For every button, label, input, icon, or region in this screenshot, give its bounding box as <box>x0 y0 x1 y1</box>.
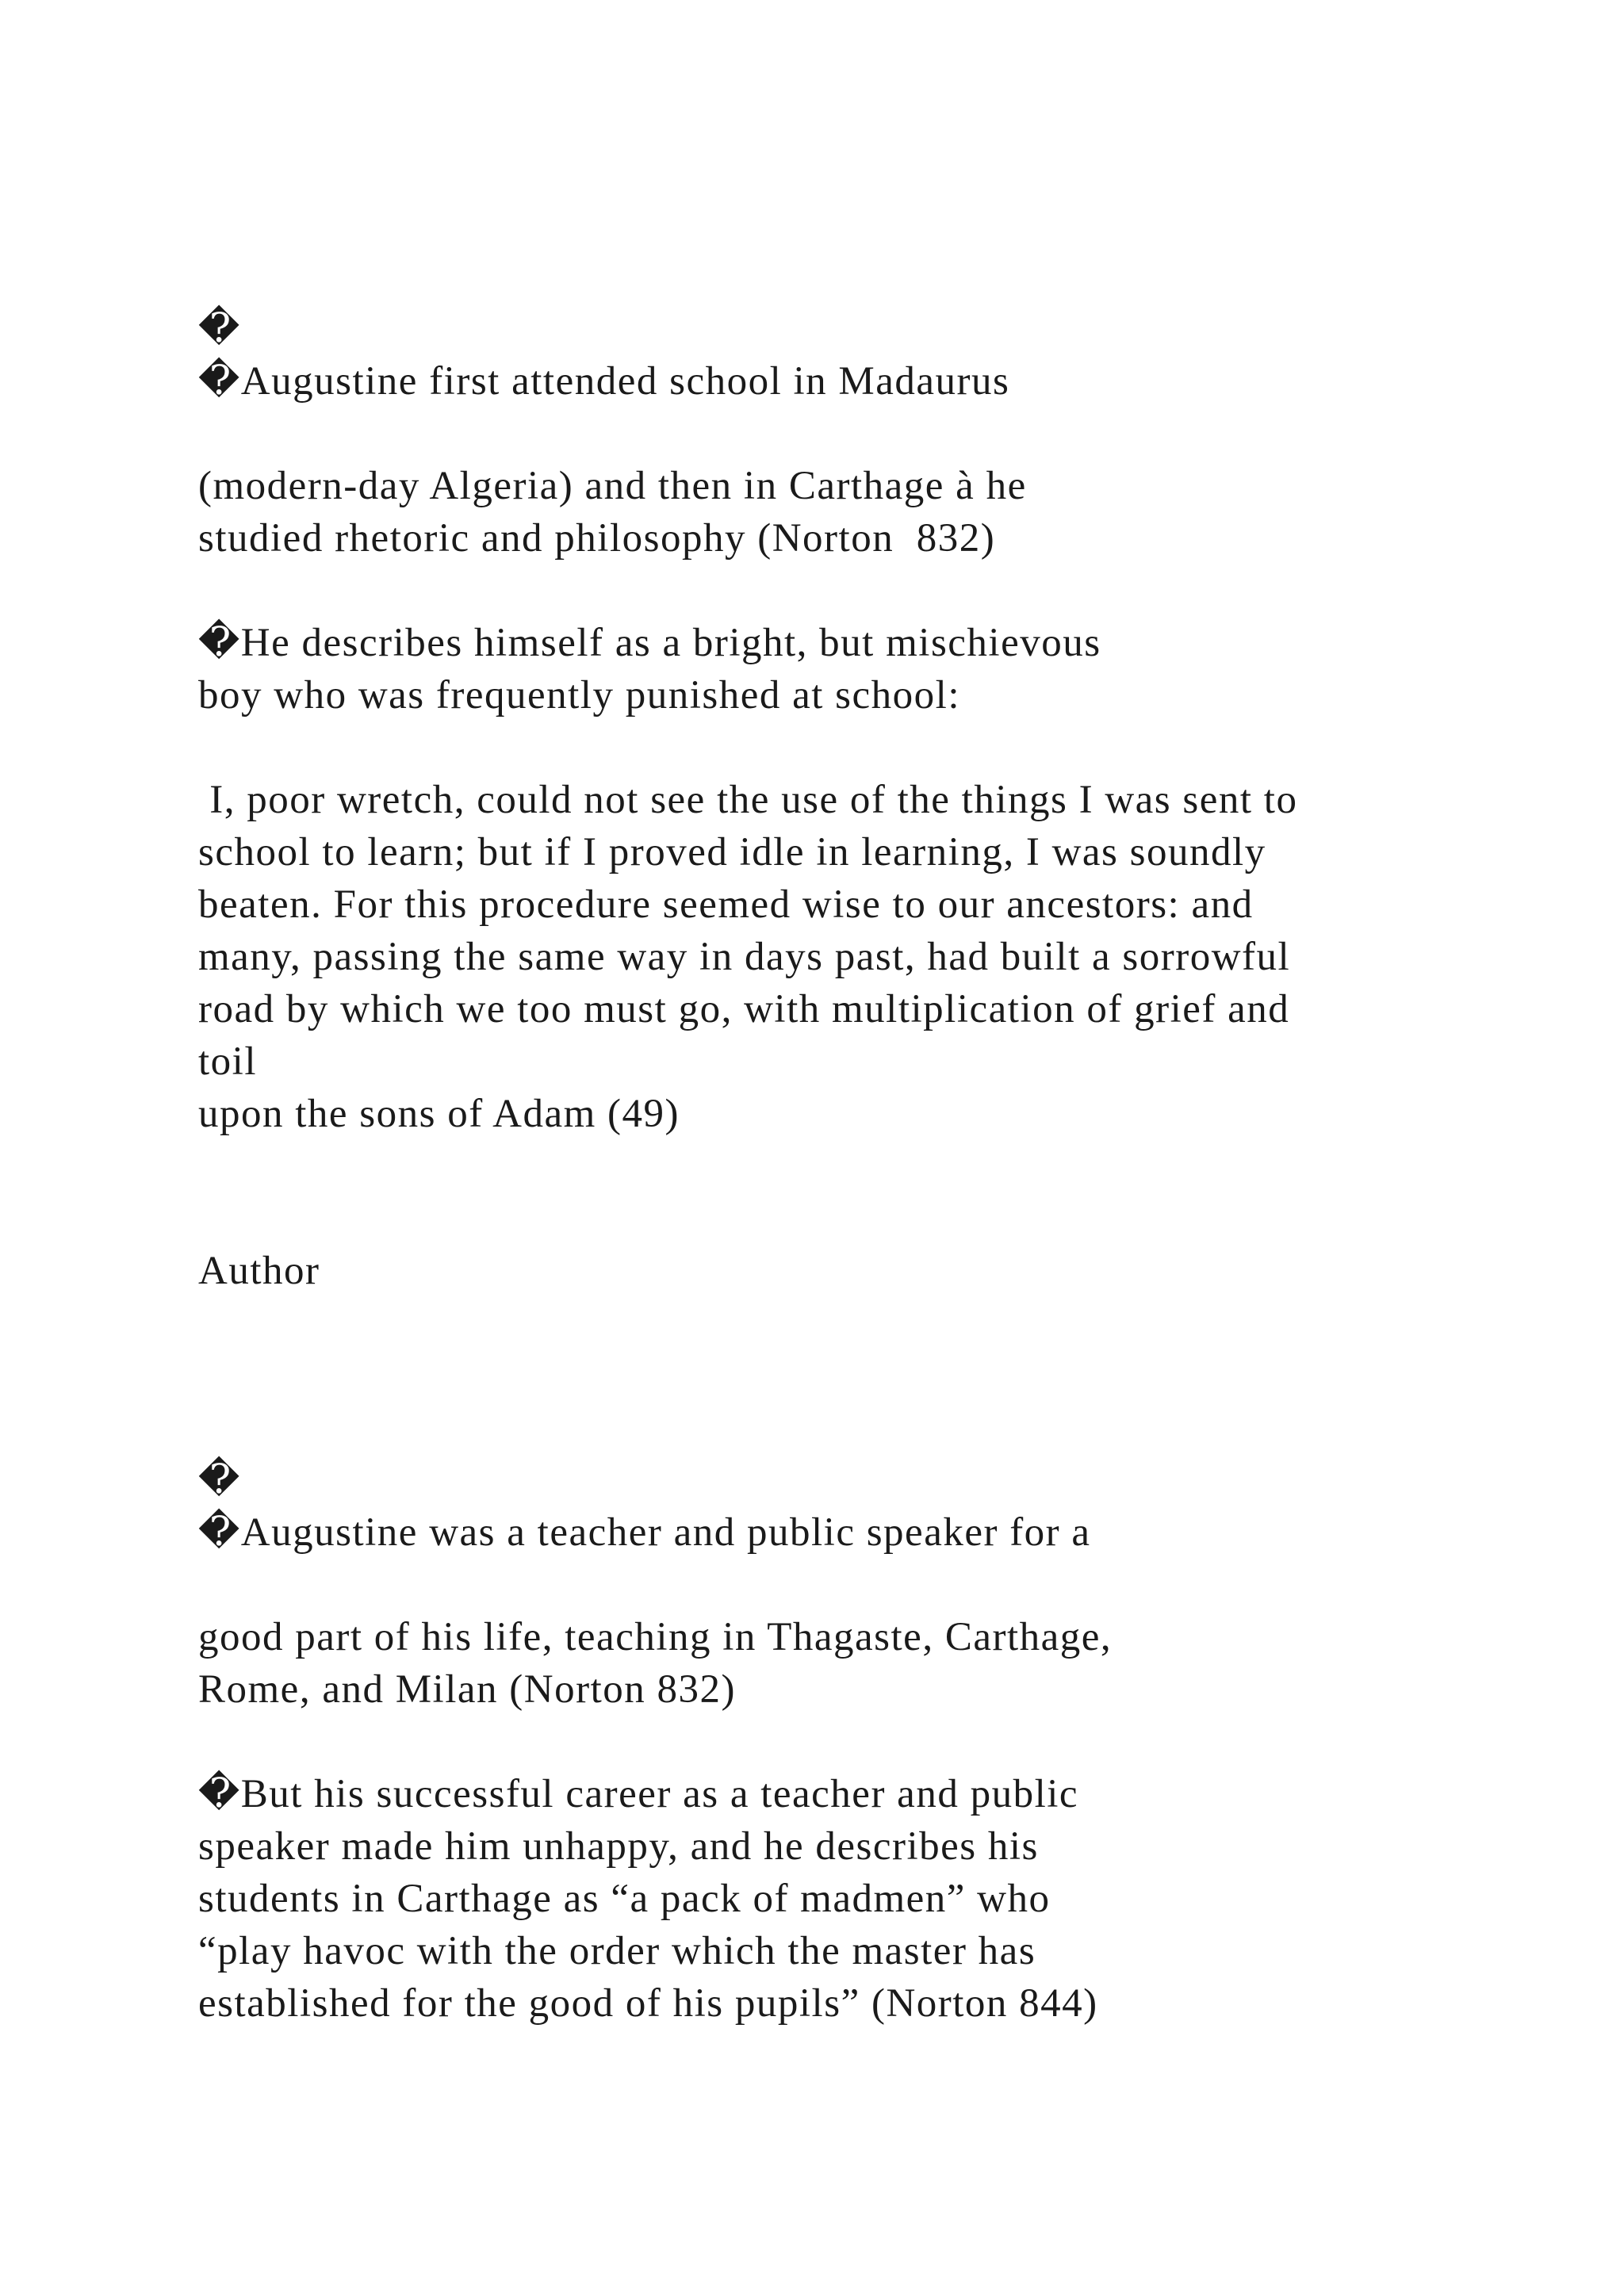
quote-line: road by which we too must go, with multiplication of grief and <box>198 987 1290 1031</box>
bullet-text-line: �He describes himself as a bright, but mischievous <box>198 621 1101 665</box>
quote-line: beaten. For this procedure seemed wise to our ancestors: and <box>198 882 1254 927</box>
bullet-text-line: �Augustine was a teacher and public speaker for a <box>198 1510 1091 1555</box>
bullet-text-line: Rome, and Milan (Norton 832) <box>198 1667 736 1712</box>
bullet-text-line: established for the good of his pupils” (Norton 844) <box>198 1981 1098 2026</box>
quote-line: toil <box>198 1039 258 1084</box>
bullet-text-line: speaker made him unhappy, and he describes his <box>198 1824 1039 1869</box>
bullet-text-line: �But his successful career as a teacher and public <box>198 1772 1079 1816</box>
bullet-text-line: (modern-day Algeria) and then in Carthage à he <box>198 464 1027 508</box>
bullet-text-line: boy who was frequently punished at school: <box>198 673 961 718</box>
replacement-char-marker: � <box>198 1458 241 1502</box>
quote-line: school to learn; but if I proved idle in learning, I was soundly <box>198 830 1266 874</box>
bullet-text-line: “play havoc with the order which the master has <box>198 1929 1036 1973</box>
quote-line: I, poor wretch, could not see the use of the things I was sent to <box>198 778 1298 822</box>
bullet-text-line: �Augustine first attended school in Madaurus <box>198 359 1010 404</box>
section-heading: Author <box>198 1249 320 1293</box>
bullet-text-line: studied rhetoric and philosophy (Norton 832) <box>198 516 996 561</box>
replacement-char-marker: � <box>198 307 241 351</box>
bullet-text-line: good part of his life, teaching in Thagaste, Carthage, <box>198 1615 1113 1659</box>
quote-line: upon the sons of Adam (49) <box>198 1092 680 1136</box>
bullet-text-line: students in Carthage as “a pack of madmen” who <box>198 1877 1051 1921</box>
quote-line: many, passing the same way in days past, had built a sorrowful <box>198 935 1291 979</box>
